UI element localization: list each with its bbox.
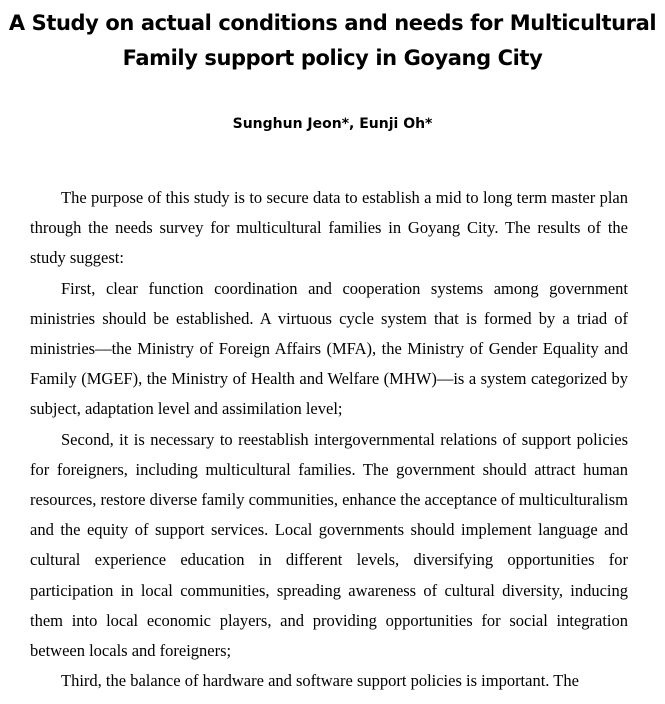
abstract-paragraph-intro: The purpose of this study is to secure data to establish a mid to long term master plan through the needs survey for multicultural families in Goyang City. The results of the study suggest: (30, 188, 628, 268)
title-line-1: A Study on actual conditions and needs for Multicultural (8, 11, 657, 35)
title-line-2: Family support policy in Goyang City (122, 46, 543, 70)
abstract-body (30, 183, 628, 696)
abstract-paragraph-first: First, clear function coordination and cooperation systems among government ministries should be established. A virtuous cycle system that is formed by a triad of ministries—the Ministry of Foreign Affairs (MFA), the Ministry of Gender Equality and Family (MGEF), the Ministry of Health and Welfare (MHW)—is a system categorized by subject, adaptation level and assimilation level; (30, 278, 628, 419)
author-list: Sunghun Jeon*, Eunji Oh* (232, 116, 433, 132)
abstract-paragraph-second: Second, it is necessary to reestablish intergovernmental relations of support policies for foreigners, including multicultural families. The government should attract human resources, restore diverse family communities, enhance the acceptance of multiculturalism and the equity of support services. Local governments should implement language and cultural experience education in different levels, diversifying opportunities for participation in local communities, spreading awareness of cultural diversity, inducing them into local economic players, and providing opportunities for social integration between locals and foreigners; (30, 429, 628, 661)
abstract-paragraph-third: Third, the balance of hardware and software support policies is important. The (61, 671, 579, 691)
paper-title (0, 6, 665, 76)
